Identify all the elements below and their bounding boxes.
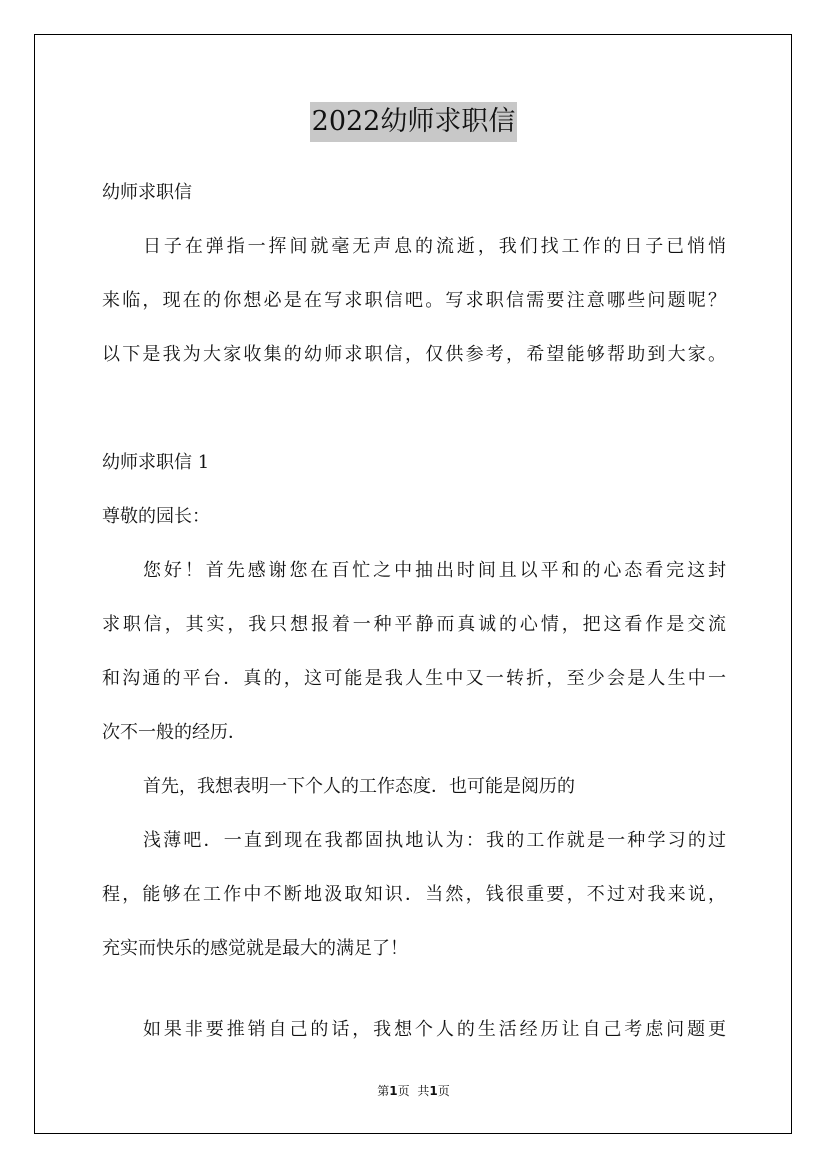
footer-total-suffix: 页 (437, 1084, 450, 1098)
footer-page-number: 1 (389, 1084, 398, 1098)
paragraph-line: 次不一般的经历． (102, 722, 246, 743)
section-heading: 幼师求职信 (102, 182, 192, 203)
page-footer (0, 1083, 827, 1099)
salutation: 尊敬的园长： (102, 506, 210, 527)
paragraph-line: 和沟通的平台．真的，这可能是我人生中又一转折，至少会是人生中一 (102, 668, 726, 689)
footer-page-suffix: 页 (397, 1084, 410, 1098)
paragraph-line: 如果非要推销自己的话，我想个人的生活经历让自己考虑问题更 (143, 1019, 726, 1040)
paragraph-line: 浅薄吧．一直到现在我都固执地认为：我的工作就是一种学习的过 (143, 830, 726, 851)
paragraph-line: 首先，我想表明一下个人的工作态度．也可能是阅历的 (143, 776, 575, 797)
paragraph-line: 以下是我为大家收集的幼师求职信，仅供参考，希望能够帮助到大家。 (102, 344, 726, 365)
footer-page-prefix: 第 (377, 1084, 390, 1098)
paragraph-line: 程，能够在工作中不断地汲取知识．当然，钱很重要，不过对我来说， (102, 884, 726, 905)
paragraph-line: 日子在弹指一挥间就毫无声息的流逝，我们找工作的日子已悄悄 (143, 236, 726, 257)
footer-total-number: 1 (429, 1084, 438, 1098)
footer-total-prefix: 共 (417, 1084, 430, 1098)
paragraph-line: 来临，现在的你想必是在写求职信吧。写求职信需要注意哪些问题呢？ (102, 290, 726, 311)
paragraph-line: 求职信，其实，我只想报着一种平静而真诚的心情，把这看作是交流 (102, 614, 726, 635)
letter-heading: 幼师求职信 1 (102, 452, 210, 473)
title-container (0, 102, 827, 142)
paragraph-line: 充实而快乐的感觉就是最大的满足了！ (102, 938, 408, 959)
paragraph-line: 您好！首先感谢您在百忙之中抽出时间且以平和的心态看完这封 (143, 560, 726, 581)
document-title: 2022幼师求职信 (310, 102, 518, 142)
